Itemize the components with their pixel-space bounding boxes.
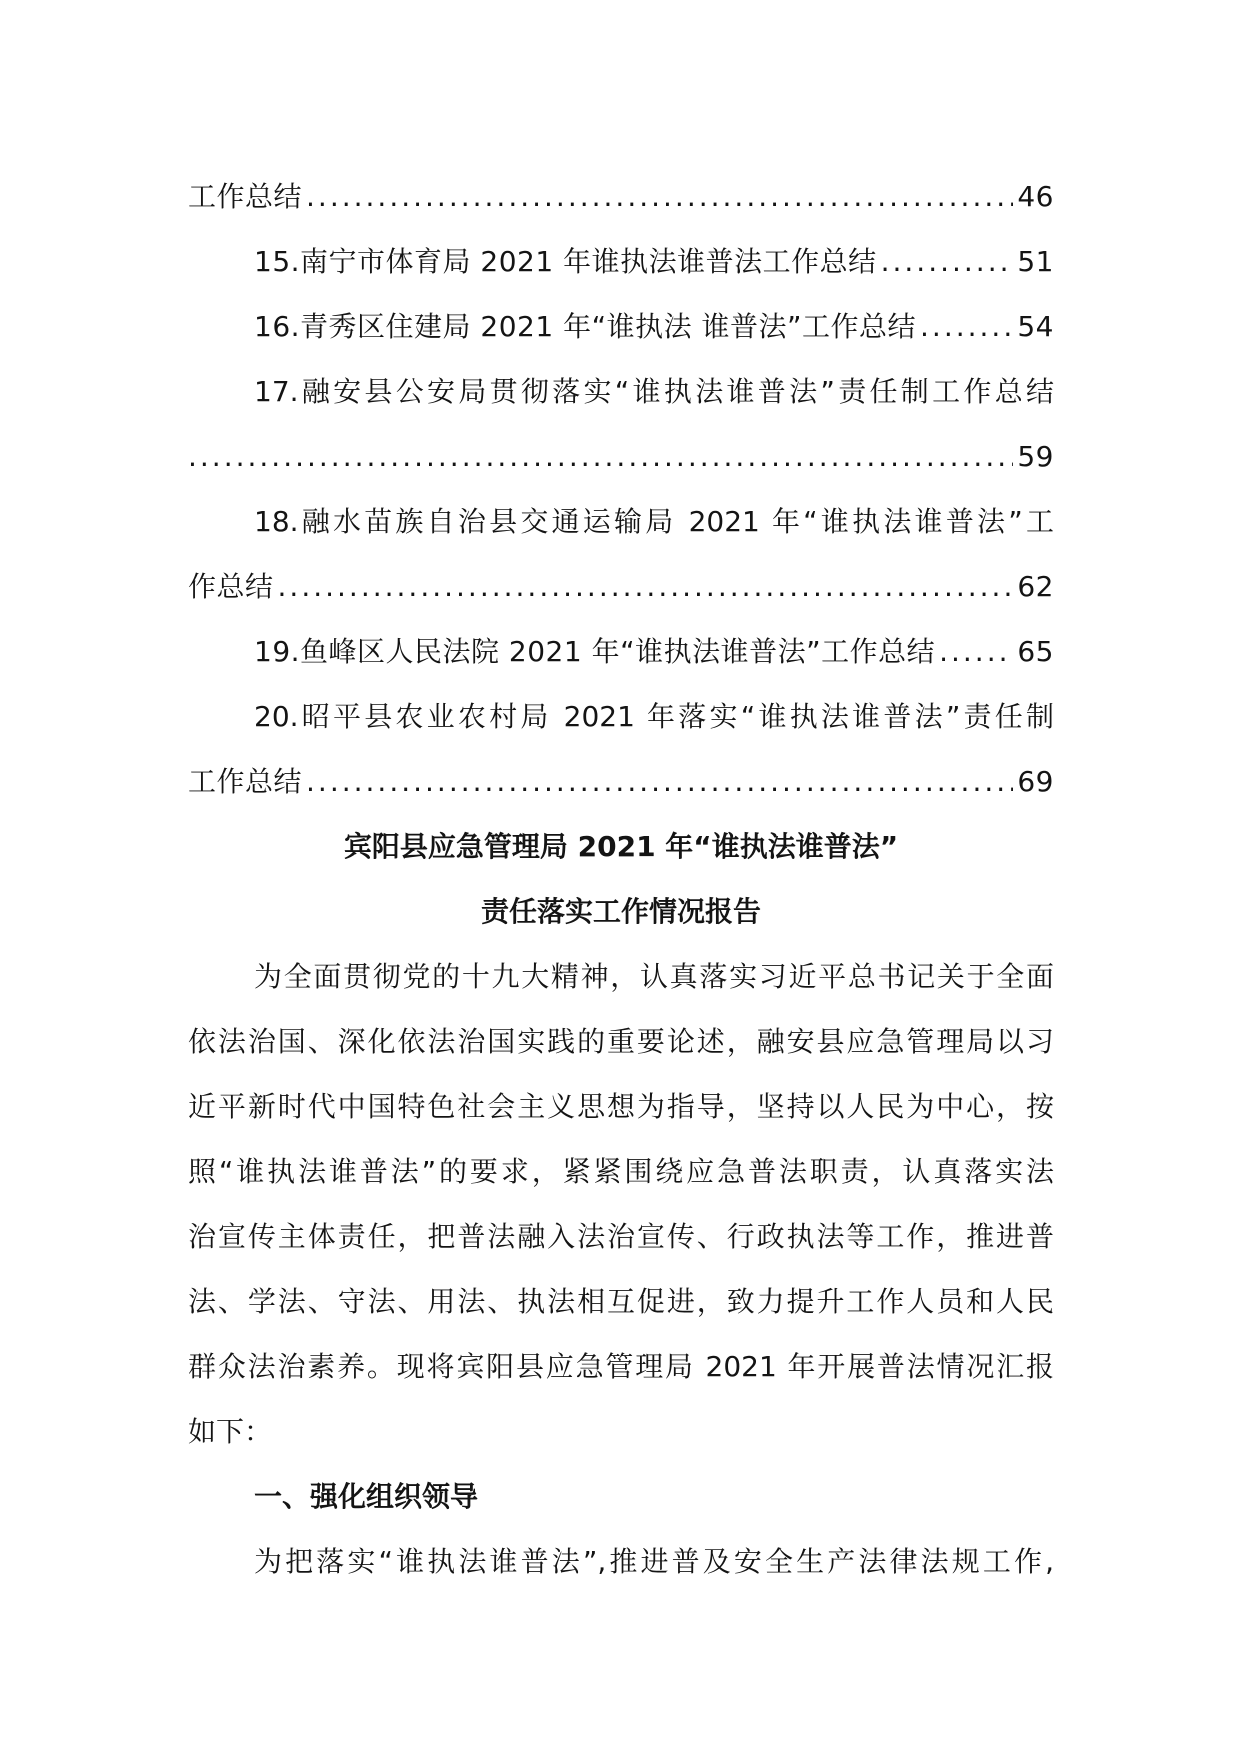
paragraph-line: 治宣传主体责任，把普法融入法治宣传、行政执法等工作，推进普 [188,1220,1054,1253]
paragraph-line: 法、学法、守法、用法、执法相互促进，致力提升工作人员和人民 [188,1285,1054,1318]
toc-entry-20[interactable]: 20.昭平县农业农村局 2021 年落实“谁执法谁普法”责任制 [254,700,1054,733]
toc-page-number: 65 [1017,635,1054,668]
paragraph-line: 近平新时代中国特色社会主义思想为指导，坚持以人民为中心，按 [188,1090,1054,1123]
section-1-paragraph [188,1529,1054,1594]
toc-entry-text: 工作总结 [188,765,303,798]
section-heading-1: 一、强化组织领导 [254,1480,479,1513]
toc-page-number: 54 [1017,310,1054,343]
toc-leader-dots [188,424,1013,489]
paragraph-line: 为把落实“谁执法谁普法”,推进普及安全生产法律法规工作, [254,1545,1054,1578]
toc-entry-15[interactable] [188,229,1054,294]
toc-leader-dots [881,229,1014,294]
toc-entry-18-continued[interactable] [188,554,1054,619]
toc-entry-19[interactable] [188,619,1054,684]
document-page [188,164,1054,1594]
report-title-line-1: 宾阳县应急管理局 2021 年“谁执法谁普法” [343,830,899,863]
paragraph-line: 如下： [188,1415,273,1448]
toc-leader-dots [920,294,1013,359]
toc-page-number: 46 [1017,180,1054,213]
toc-page-number: 62 [1017,570,1054,603]
toc-page-number: 69 [1017,765,1054,798]
toc-page-number: 51 [1017,245,1054,278]
paragraph-line: 照“谁执法谁普法”的要求，紧紧围绕应急普法职责，认真落实法 [188,1155,1054,1188]
toc-leader-dots [306,164,1013,229]
toc-entry-text: 作总结 [188,570,274,603]
toc-entry-text: 工作总结 [188,180,303,213]
toc-leader-dots [939,619,1013,684]
toc-leader-dots [306,749,1013,814]
paragraph-line: 为全面贯彻党的十九大精神，认真落实习近平总书记关于全面 [254,960,1054,993]
toc-entry-text: 15.南宁市体育局 2021 年谁执法谁普法工作总结 [254,245,877,278]
toc-entry-17[interactable]: 17.融安县公安局贯彻落实“谁执法谁普法”责任制工作总结 [254,375,1054,408]
toc-page-number: 59 [1017,440,1054,473]
toc-entry-16[interactable] [188,294,1054,359]
toc-entry-18[interactable]: 18.融水苗族自治县交通运输局 2021 年“谁执法谁普法”工 [254,505,1054,538]
toc-entry-text: 19.鱼峰区人民法院 2021 年“谁执法谁普法”工作总结 [254,635,936,668]
toc-entry-14-continued[interactable] [188,164,1054,229]
toc-entry-17-continued[interactable] [188,424,1054,489]
toc-entry-20-continued[interactable] [188,749,1054,814]
paragraph-line: 群众法治素养。现将宾阳县应急管理局 2021 年开展普法情况汇报 [188,1350,1054,1383]
report-title-line-2: 责任落实工作情况报告 [480,895,761,928]
table-of-contents [188,164,1054,814]
intro-paragraph [188,944,1054,1464]
toc-leader-dots [278,554,1014,619]
paragraph-line: 依法治国、深化依法治国实践的重要论述，融安县应急管理局以习 [188,1025,1054,1058]
toc-entry-text: 16.青秀区住建局 2021 年“谁执法 谁普法”工作总结 [254,310,917,343]
